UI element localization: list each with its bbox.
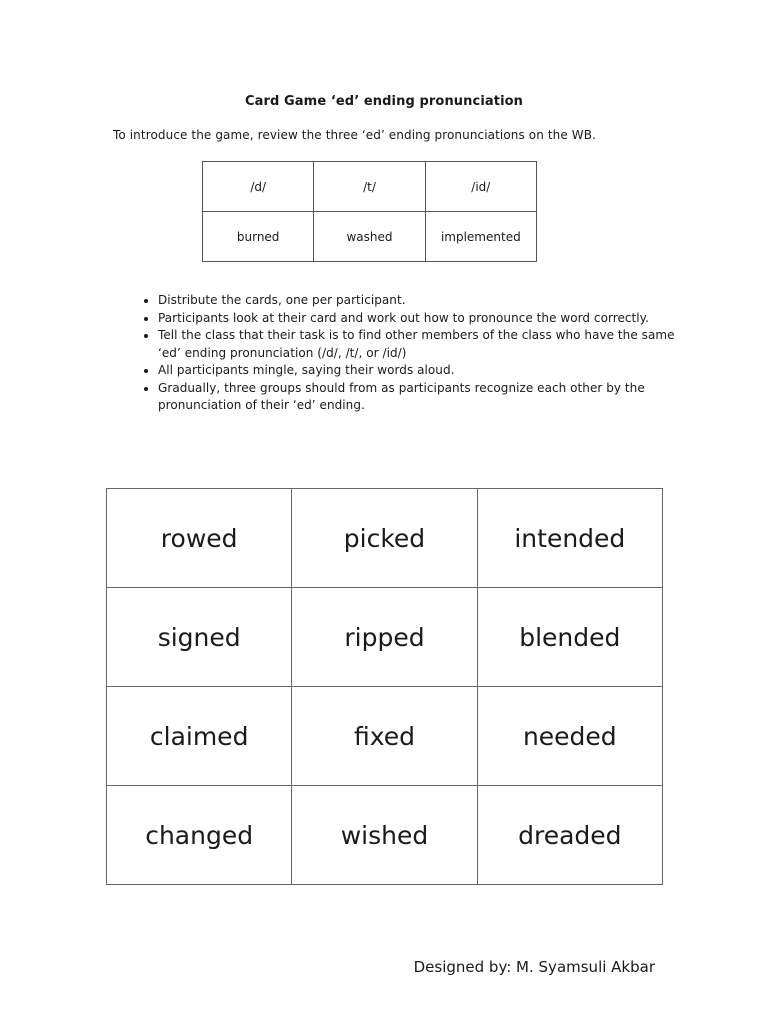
word-cards-grid bbox=[106, 488, 663, 885]
word-card: intended bbox=[477, 489, 662, 588]
instruction-item: • Distribute the cards, one per participant. bbox=[158, 292, 698, 310]
designer-credit: Designed by: M. Syamsuli Akbar bbox=[413, 958, 655, 976]
intro-text: To introduce the game, review the three ‘ed’ ending pronunciations on the WB. bbox=[113, 128, 596, 142]
word-card: needed bbox=[477, 687, 662, 786]
pronunciation-header-d: /d/ bbox=[203, 162, 314, 212]
word-card: changed bbox=[107, 786, 292, 885]
cards-row bbox=[107, 786, 663, 885]
pronunciation-example-id: implemented bbox=[425, 212, 536, 262]
pronunciation-header-id: /id/ bbox=[425, 162, 536, 212]
instruction-item: • Tell the class that their task is to find other members of the class who have the same ‘ed’ ending pronunciation (/d/, /t/, or /id/) bbox=[158, 327, 698, 362]
word-card: blended bbox=[477, 588, 662, 687]
word-card: claimed bbox=[107, 687, 292, 786]
word-card: wished bbox=[292, 786, 477, 885]
cards-row bbox=[107, 687, 663, 786]
page-title: Card Game ‘ed’ ending pronunciation bbox=[244, 94, 524, 109]
instruction-item: • Participants look at their card and work out how to pronounce the word correctly. bbox=[158, 310, 698, 328]
pronunciation-example-t: washed bbox=[314, 212, 425, 262]
cards-row bbox=[107, 588, 663, 687]
instruction-item: • Gradually, three groups should from as participants recognize each other by the pronunciation of their ‘ed’ ending. bbox=[158, 380, 698, 415]
word-card: picked bbox=[292, 489, 477, 588]
pronunciation-header-row bbox=[203, 162, 537, 212]
instruction-list bbox=[130, 292, 698, 415]
pronunciation-example-d: burned bbox=[203, 212, 314, 262]
word-card: ripped bbox=[292, 588, 477, 687]
word-card: signed bbox=[107, 588, 292, 687]
pronunciation-example-row bbox=[203, 212, 537, 262]
cards-row bbox=[107, 489, 663, 588]
instruction-item: • All participants mingle, saying their words aloud. bbox=[158, 362, 698, 380]
word-card: fixed bbox=[292, 687, 477, 786]
word-card: rowed bbox=[107, 489, 292, 588]
word-card: dreaded bbox=[477, 786, 662, 885]
pronunciation-table bbox=[202, 161, 537, 262]
pronunciation-header-t: /t/ bbox=[314, 162, 425, 212]
